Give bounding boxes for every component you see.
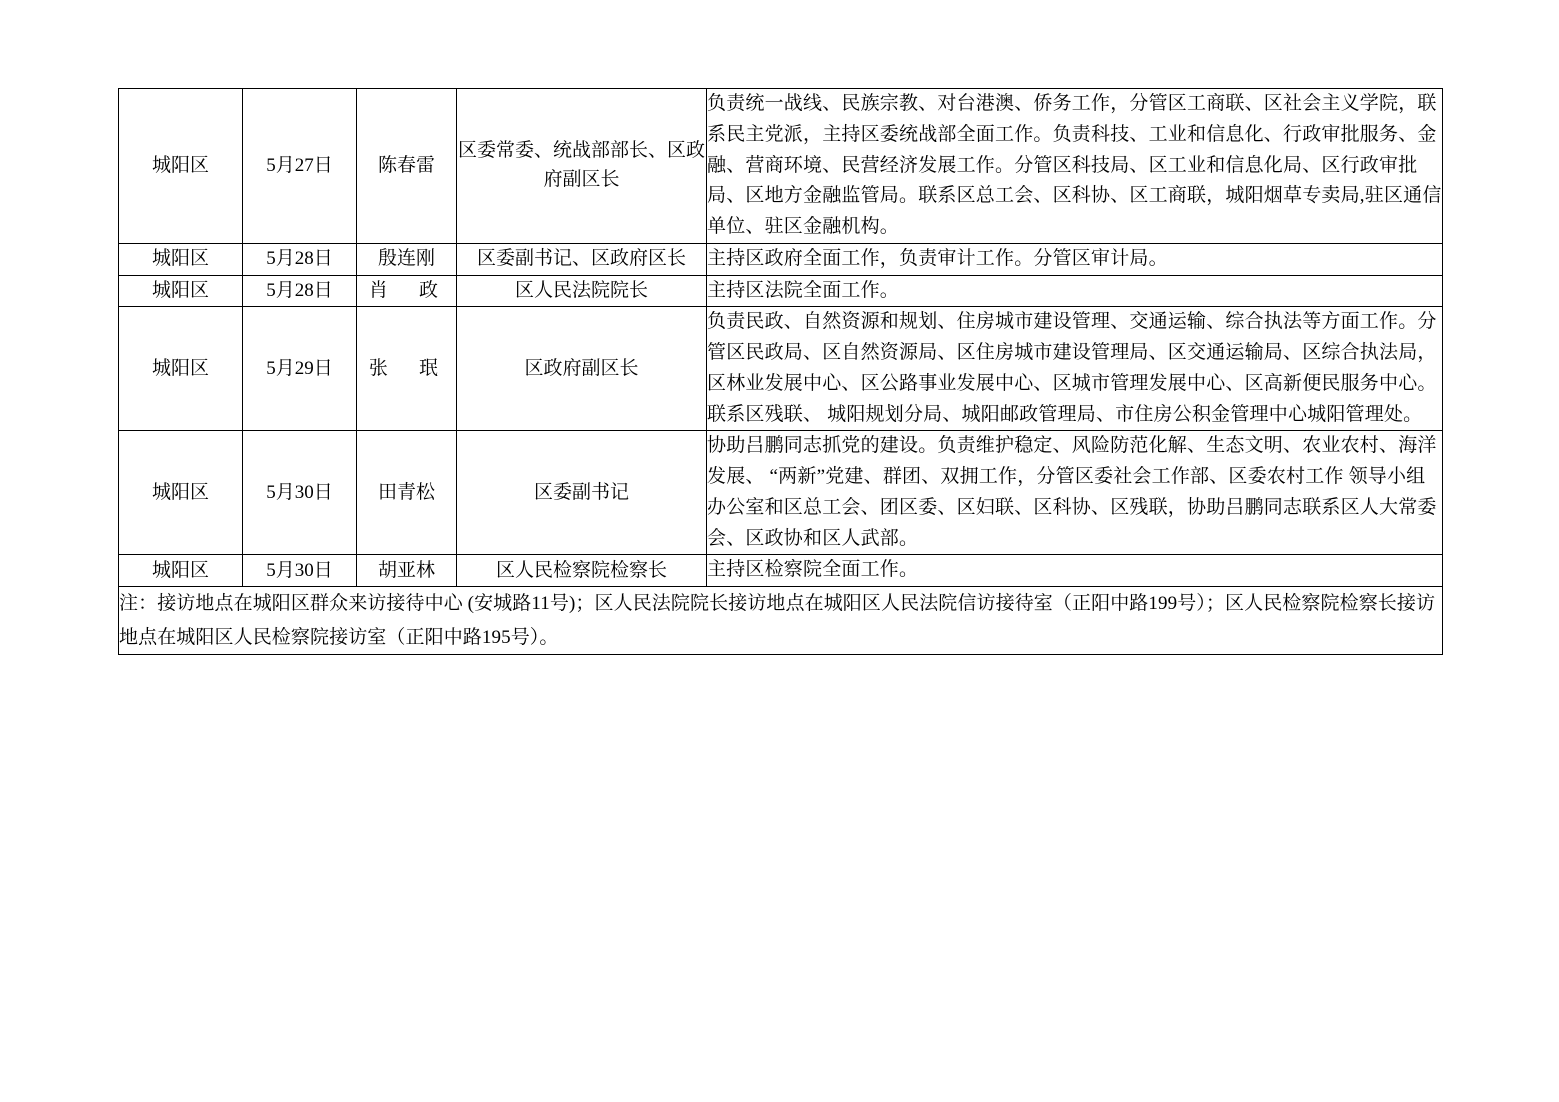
cell-region: 城阳区 [119,555,243,587]
cell-name: 张 珉 [357,307,457,431]
cell-date: 5月27日 [243,89,357,244]
cell-title: 区政府副区长 [457,307,707,431]
schedule-table [118,88,1443,655]
cell-date: 5月29日 [243,307,357,431]
table-note-row [119,587,1443,655]
table-row [119,275,1443,307]
cell-name: 田青松 [357,431,457,555]
cell-duty: 负责统一战线、民族宗教、对台港澳、侨务工作，分管区工商联、区社会主义学院，联系民主党派，主持区委统战部全面工作。负责科技、工业和信息化、行政审批服务、金融、营商环境、民营经济发展工作。分管区科技局、区工业和信息化局、区行政审批局、区地方金融监管局。联系区总工会、区科协、区工商联，城阳烟草专卖局,驻区通信单位、驻区金融机构。 [707,89,1443,244]
cell-name: 陈春雷 [357,89,457,244]
cell-name: 肖 政 [357,275,457,307]
cell-title: 区人民检察院检察长 [457,555,707,587]
cell-name: 殷连刚 [357,243,457,275]
cell-duty: 主持区检察院全面工作。 [707,555,1443,587]
cell-duty: 主持区法院全面工作。 [707,275,1443,307]
table-note: 注：接访地点在城阳区群众来访接待中心 (安城路11号)；区人民法院院长接访地点在城阳区人民法院信访接待室（正阳中路199号）；区人民检察院检察长接访地点在城阳区人民检察院接访室（正阳中路195号）。 [119,587,1443,655]
cell-name: 胡亚林 [357,555,457,587]
table-row [119,243,1443,275]
cell-region: 城阳区 [119,243,243,275]
cell-title: 区人民法院院长 [457,275,707,307]
table-row [119,89,1443,244]
cell-region: 城阳区 [119,307,243,431]
table-row [119,431,1443,555]
cell-duty: 负责民政、自然资源和规划、住房城市建设管理、交通运输、综合执法等方面工作。分管区民政局、区自然资源局、区住房城市建设管理局、区交通运输局、区综合执法局，区林业发展中心、区公路事业发展中心、区城市管理发展中心、区高新便民服务中心。联系区残联、 城阳规划分局、城阳邮政管理局、市住房公积金管理中心城阳管理处。 [707,307,1443,431]
cell-title: 区委副书记 [457,431,707,555]
cell-date: 5月28日 [243,243,357,275]
cell-duty: 主持区政府全面工作，负责审计工作。分管区审计局。 [707,243,1443,275]
cell-title: 区委常委、统战部部长、区政府副区长 [457,89,707,244]
cell-region: 城阳区 [119,89,243,244]
cell-date: 5月30日 [243,431,357,555]
schedule-table-container [118,88,1442,655]
cell-region: 城阳区 [119,431,243,555]
cell-title: 区委副书记、区政府区长 [457,243,707,275]
cell-date: 5月30日 [243,555,357,587]
cell-region: 城阳区 [119,275,243,307]
cell-date: 5月28日 [243,275,357,307]
table-row [119,555,1443,587]
table-row [119,307,1443,431]
cell-duty: 协助吕鹏同志抓党的建设。负责维护稳定、风险防范化解、生态文明、农业农村、海洋发展、 “两新”党建、群团、双拥工作，分管区委社会工作部、区委农村工作 领导小组办公室和区总工会、团区委、区妇联、区科协、区残联，协助吕鹏同志联系区人大常委会、区政协和区人武部。 [707,431,1443,555]
